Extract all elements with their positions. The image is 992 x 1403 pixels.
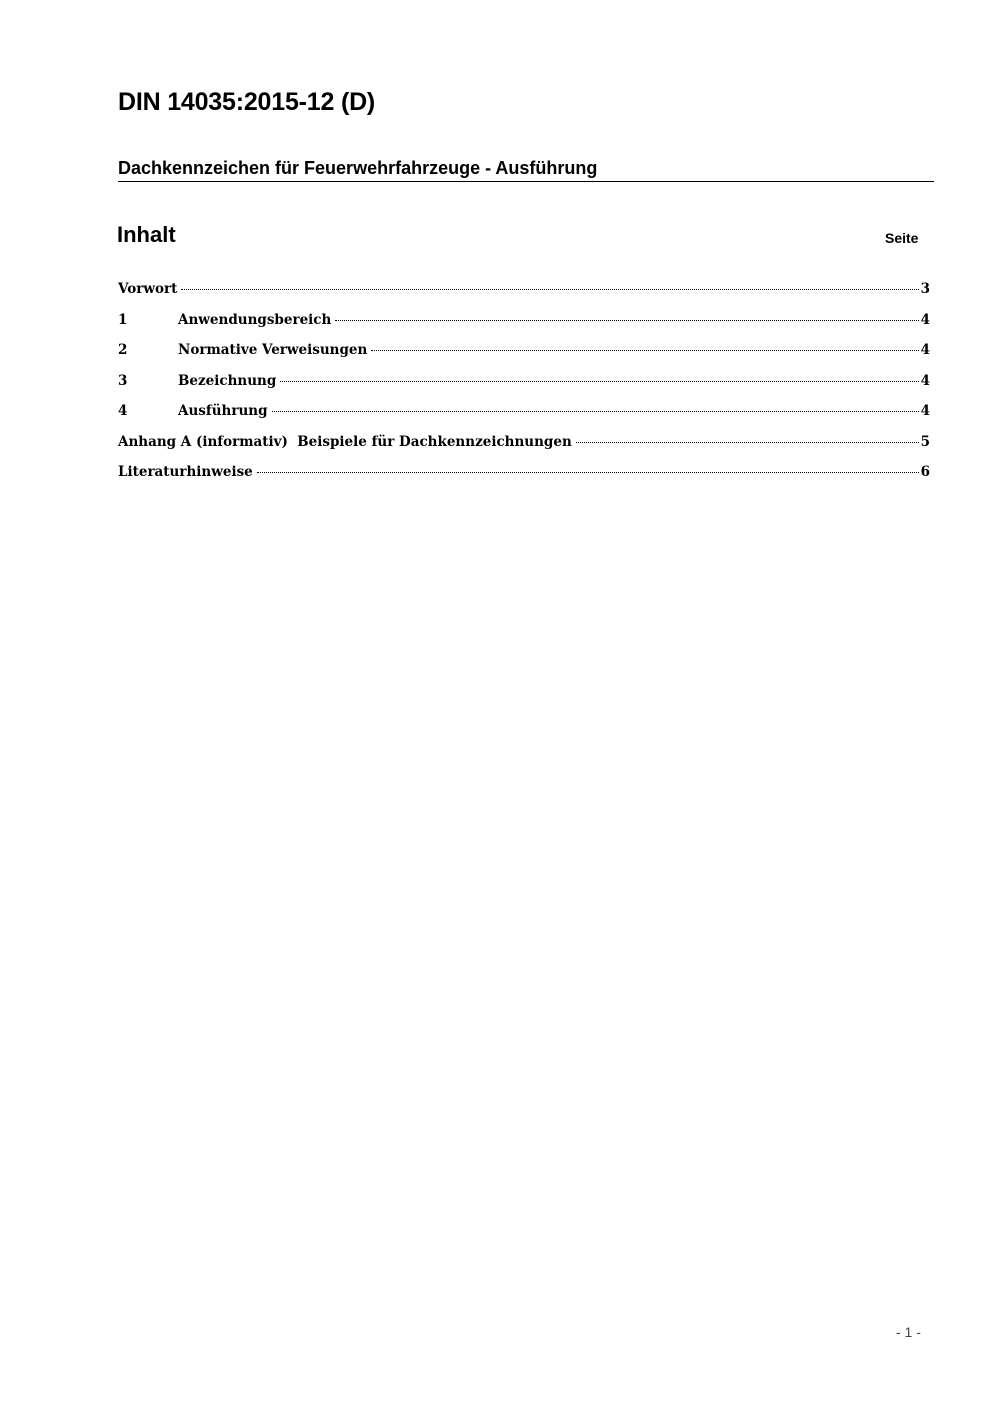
- toc-entry-text: Vorwort: [118, 281, 178, 297]
- toc-leader-dots: [181, 289, 918, 290]
- toc-entry-page: 6: [920, 464, 930, 480]
- toc-leader-dots: [272, 411, 919, 412]
- toc-entry-page: 4: [920, 311, 930, 328]
- page-number: - 1 -: [896, 1324, 921, 1340]
- toc-entry-page: 4: [920, 372, 930, 389]
- document-title: DIN 14035:2015-12 (D): [118, 88, 376, 116]
- toc-leader-dots: [371, 350, 918, 351]
- toc-entry-bezeichnung[interactable]: [118, 371, 930, 402]
- toc-entry-text: Bezeichnung: [178, 372, 277, 389]
- toc-entry-page: 3: [920, 281, 930, 297]
- toc-entry-literaturhinweise[interactable]: [118, 462, 930, 493]
- toc-entry-page: 5: [920, 433, 930, 450]
- toc-entry-text: Anhang A (informativ) Beispiele für Dachkennzeichnungen: [118, 433, 572, 450]
- toc-entry-ausfuehrung[interactable]: [118, 401, 930, 432]
- toc-leader-dots: [280, 381, 918, 382]
- toc-entry-number: 2: [118, 342, 128, 358]
- toc-entry-text: Literaturhinweise: [118, 464, 253, 480]
- toc-entry-text: Normative Verweisungen: [178, 342, 368, 358]
- toc-leader-dots: [335, 320, 918, 321]
- toc-entry-number: 4: [118, 403, 128, 419]
- toc-leader-dots: [257, 472, 919, 473]
- toc-leader-dots: [576, 442, 919, 443]
- toc-entry-anwendungsbereich[interactable]: [118, 310, 930, 341]
- document-subtitle: Dachkennzeichen für Feuerwehrfahrzeuge - Ausführung: [118, 158, 934, 182]
- toc-entry-text: Ausführung: [178, 403, 268, 419]
- toc-entry-anhang-a[interactable]: [118, 432, 930, 463]
- toc-entry-page: 4: [920, 403, 930, 419]
- toc-page-label: Seite: [885, 230, 919, 246]
- toc-entry-number: 1: [118, 311, 128, 328]
- table-of-contents: [118, 279, 930, 493]
- toc-entry-number: 3: [118, 372, 128, 389]
- toc-entry-normative-verweisungen[interactable]: [118, 340, 930, 371]
- toc-entry-text: Anwendungsbereich: [178, 311, 332, 328]
- toc-entry-vorwort[interactable]: [118, 279, 930, 310]
- toc-entry-page: 4: [920, 342, 930, 358]
- toc-heading: Inhalt: [117, 222, 176, 247]
